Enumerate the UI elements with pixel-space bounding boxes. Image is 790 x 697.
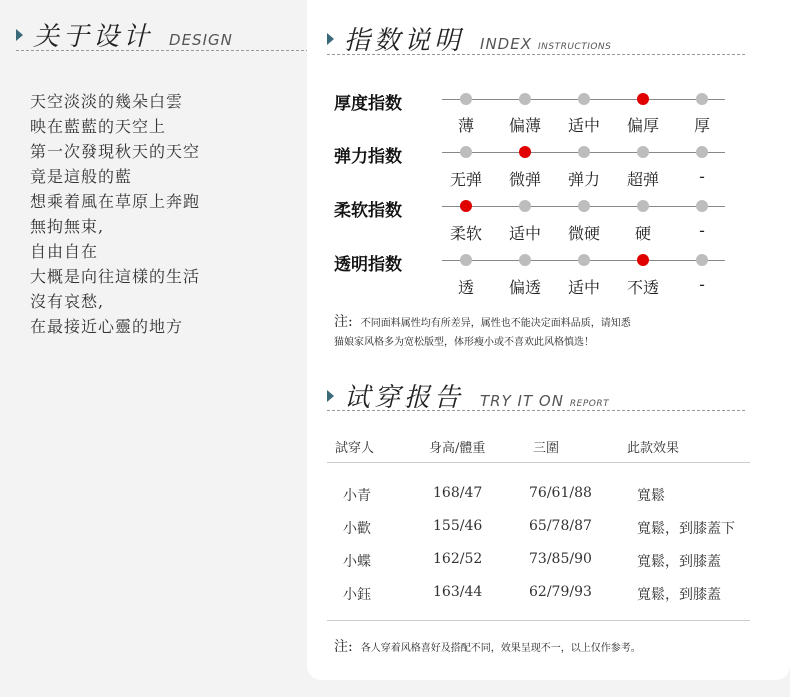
index-row-label: 弹力指数: [334, 147, 402, 167]
table-header: 試穿人: [335, 441, 375, 456]
table-cell: 寬鬆，到膝蓋下: [637, 521, 735, 537]
design-title: 关于设计: [33, 22, 154, 52]
table-cell: 小青: [343, 488, 371, 504]
index-dot: [578, 254, 590, 266]
index-dot: [696, 93, 708, 105]
index-dot: [460, 254, 472, 266]
index-row-label: 柔软指数: [334, 201, 402, 221]
tryon-subtitle: TRY IT ON: [480, 392, 564, 410]
info-panel: [307, 0, 790, 680]
table-cell: 65/78/87: [529, 518, 592, 534]
index-option: 无弹: [449, 170, 482, 189]
index-option: -: [699, 167, 705, 186]
index-option: 薄: [457, 116, 474, 135]
index-dot: [578, 200, 590, 212]
index-note: [334, 313, 631, 352]
table-cell: 寬鬆: [637, 488, 665, 504]
poem-line: 想乘着風在草原上奔跑: [30, 192, 201, 211]
index-dot: [578, 146, 590, 158]
index-option: 厚: [693, 116, 710, 135]
tryon-note-label: 注:: [334, 639, 353, 655]
index-dot: [637, 254, 649, 266]
tryon-note-text: 各人穿着风格喜好及搭配不同，效果呈现不一，以上仅作参考。: [360, 643, 641, 654]
index-dot: [519, 93, 531, 105]
poem-line: 自由自在: [30, 242, 99, 261]
poem-line: 第一次發現秋天的天空: [30, 142, 201, 161]
index-option: 适中: [508, 224, 541, 243]
table-cell: 168/47: [433, 485, 483, 501]
index-option: 微弹: [508, 170, 541, 189]
index-dot: [519, 200, 531, 212]
index-note-line1: 不同面料属性均有所差异，属性也不能决定面料品质，请知悉: [360, 318, 631, 329]
index-note-label: 注:: [334, 314, 353, 330]
table-cell: 155/46: [433, 518, 483, 534]
index-subtitle-small: INSTRUCTIONS: [537, 42, 612, 52]
index-option: 弹力: [567, 170, 600, 189]
tryon-header: [327, 377, 609, 414]
index-option: 适中: [567, 116, 600, 135]
design-poem: [30, 89, 200, 339]
tryon-subtitle-small: REPORT: [569, 399, 610, 409]
index-divider: [327, 54, 745, 55]
design-panel: [0, 0, 300, 697]
table-cell: 寬鬆，到膝蓋: [637, 554, 721, 570]
table-cell: 76/61/88: [529, 485, 592, 501]
poem-line: 在最接近心靈的地方: [30, 317, 184, 336]
triangle-marker-icon: [327, 390, 334, 402]
index-option: 适中: [567, 278, 600, 297]
index-dot: [637, 200, 649, 212]
poem-line: 映在藍藍的天空上: [30, 117, 167, 136]
design-subtitle: DESIGN: [169, 31, 233, 49]
index-dot: [578, 93, 590, 105]
table-cell: 小蝶: [343, 554, 371, 570]
index-dot: [519, 146, 531, 158]
index-option: -: [699, 221, 705, 240]
index-option: 硬: [634, 224, 651, 243]
index-option: 柔软: [449, 224, 482, 243]
table-header: 三圍: [533, 441, 560, 456]
poem-line: 大概是向往這樣的生活: [30, 267, 201, 286]
index-dot: [696, 254, 708, 266]
index-row-label: 透明指数: [334, 255, 402, 275]
table-cell: 163/44: [433, 584, 483, 600]
index-subtitle: INDEX: [480, 35, 532, 53]
poem-line: 竟是這般的藍: [30, 167, 133, 186]
index-option: 偏厚: [626, 116, 659, 135]
tryon-note: [334, 638, 641, 658]
table-header-divider: [327, 462, 750, 463]
table-cell: 62/79/93: [529, 584, 592, 600]
table-header: 此款效果: [627, 441, 680, 456]
index-dot: [460, 200, 472, 212]
table-cell: 小鈺: [343, 587, 371, 603]
table-cell: 寬鬆，到膝蓋: [637, 587, 721, 603]
table-bottom-divider: [327, 620, 750, 621]
tryon-title: 试穿报告: [344, 383, 465, 413]
index-option: 不透: [626, 278, 659, 297]
index-option: 偏薄: [508, 116, 541, 135]
index-dot: [637, 146, 649, 158]
index-dot: [519, 254, 531, 266]
index-dot: [696, 146, 708, 158]
index-option: 偏透: [508, 278, 541, 297]
index-dot: [460, 146, 472, 158]
tryon-divider: [327, 410, 745, 411]
index-option: -: [699, 275, 705, 294]
design-divider: [16, 50, 314, 51]
table-cell: 73/85/90: [529, 551, 592, 567]
index-option: 微硬: [567, 224, 600, 243]
triangle-marker-icon: [327, 33, 334, 45]
design-header: [16, 16, 233, 53]
poem-line: 無拘無束,: [30, 217, 105, 236]
table-cell: 162/52: [433, 551, 483, 567]
poem-line: 天空淡淡的幾朵白雲: [30, 92, 184, 111]
triangle-marker-icon: [16, 29, 23, 41]
index-dot: [460, 93, 472, 105]
index-dot: [637, 93, 649, 105]
poem-line: 沒有哀愁,: [30, 292, 105, 311]
table-header: 身高/體重: [429, 441, 486, 456]
index-note-line2: 猫娘家风格多为宽松版型，体形瘦小或不喜欢此风格慎选！: [334, 337, 594, 348]
index-dot: [696, 200, 708, 212]
index-title: 指数说明: [344, 26, 465, 56]
table-cell: 小歡: [343, 521, 371, 537]
index-row-label: 厚度指数: [334, 94, 402, 114]
index-option: 超弹: [626, 170, 659, 189]
index-option: 透: [457, 278, 474, 297]
index-header: [327, 20, 611, 57]
